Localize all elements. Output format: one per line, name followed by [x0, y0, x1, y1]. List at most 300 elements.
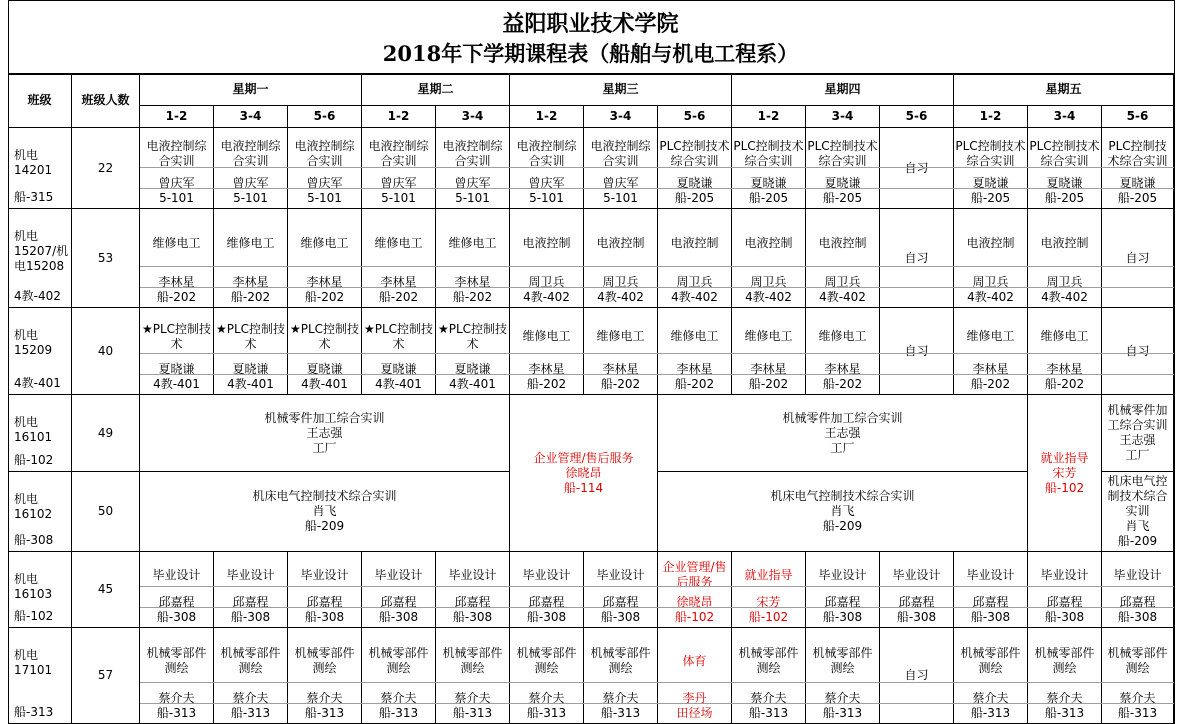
course-cell[interactable]	[510, 552, 584, 628]
course-cell[interactable]	[584, 128, 658, 209]
course-name-wrap	[300, 555, 348, 595]
course-name: ★PLC控制技术	[215, 321, 286, 351]
course-name: 自习	[1125, 250, 1150, 265]
course-cell[interactable]	[140, 128, 214, 209]
row-divider	[140, 266, 1174, 267]
room-name: 4教-402	[671, 290, 718, 304]
course-name-wrap	[1029, 131, 1100, 176]
teacher-name: 徐晓昂	[676, 595, 713, 609]
room-name: 4教-401	[153, 377, 200, 391]
course-name: PLC控制技术综合实训	[659, 138, 730, 168]
day-label: 星期二	[417, 82, 454, 96]
course-name: 自习	[904, 668, 929, 682]
course-name-wrap	[744, 555, 792, 595]
course-name: ★PLC控制技术	[437, 321, 508, 351]
course-cell[interactable]	[806, 209, 880, 308]
merged-line: 企业管理/售后服务	[533, 450, 634, 465]
course-name: 维修电工	[1040, 329, 1089, 343]
course-cell[interactable]	[1028, 128, 1102, 209]
course-name-wrap	[226, 555, 274, 595]
teacher-name: 蔡介夫	[750, 691, 787, 705]
course-name: 机械零部件测绘	[1034, 646, 1095, 675]
header-period	[954, 106, 1028, 128]
course-cell[interactable]	[214, 128, 288, 209]
course-cell[interactable]	[658, 308, 732, 395]
merged-line: 机械零件加工综合实训	[782, 410, 903, 425]
course-cell[interactable]	[1028, 552, 1102, 628]
course-cell[interactable]	[436, 552, 510, 628]
course-cell[interactable]	[954, 628, 1028, 724]
merged-course-16101-mon-tue[interactable]	[140, 395, 510, 472]
course-cell[interactable]	[658, 209, 732, 308]
teacher-name: 邱嘉程	[380, 595, 417, 609]
course-name: 机械零部件测绘	[220, 646, 281, 675]
course-name: 维修电工	[670, 329, 719, 343]
course-cell[interactable]	[214, 209, 288, 308]
course-name-wrap	[215, 311, 286, 362]
merged-line: 船-209	[1117, 534, 1158, 548]
row-divider	[140, 703, 1174, 704]
course-name-wrap	[448, 555, 496, 595]
room-name: 船-102	[748, 610, 789, 624]
room-name: 船-313	[600, 706, 641, 720]
merged-line: 机床电气控制技术综合实训	[1107, 474, 1168, 518]
course-name: 机械零部件测绘	[368, 646, 429, 675]
class-size-cell	[72, 628, 140, 724]
row-divider	[140, 287, 1174, 288]
course-cell[interactable]	[288, 128, 362, 209]
course-cell[interactable]	[214, 308, 288, 395]
course-cell[interactable]	[584, 552, 658, 628]
room-name: 4教-402	[523, 290, 570, 304]
course-cell[interactable]	[880, 308, 954, 395]
header-day	[954, 74, 1174, 106]
course-name-wrap	[289, 311, 360, 362]
course-cell[interactable]	[1028, 308, 1102, 395]
class-size-cell	[72, 552, 140, 628]
course-name: 维修电工	[818, 329, 867, 343]
period-label: 3-4	[609, 109, 632, 123]
room-name: 4教-402	[819, 290, 866, 304]
course-cell[interactable]	[806, 308, 880, 395]
teacher-name: 夏晓谦	[1046, 176, 1083, 190]
course-cell[interactable]	[584, 308, 658, 395]
room-name: 船-202	[970, 377, 1011, 391]
teacher-name: 李丹	[682, 691, 707, 705]
course-cell[interactable]	[658, 628, 732, 724]
course-name-wrap	[141, 311, 212, 362]
room-name: 船-313	[304, 706, 345, 720]
course-name: 维修电工	[300, 236, 349, 250]
course-cell[interactable]	[436, 308, 510, 395]
course-cell[interactable]	[288, 308, 362, 395]
period-label: 1-2	[165, 109, 188, 123]
course-name: 电液控制综合实训	[516, 138, 577, 168]
class-name: 机电15209	[14, 328, 53, 357]
period-label: 5-6	[313, 109, 336, 123]
course-cell[interactable]	[1102, 128, 1174, 209]
course-cell[interactable]	[510, 209, 584, 308]
course-name-wrap	[966, 311, 1014, 362]
header-day	[510, 74, 732, 106]
course-name: 维修电工	[448, 236, 497, 250]
course-name-wrap	[152, 555, 200, 595]
course-cell[interactable]	[1102, 628, 1174, 724]
room-name: 船-313	[822, 706, 863, 720]
course-name: 自习	[904, 160, 929, 175]
course-name: 自习	[1125, 343, 1150, 358]
class-name: 机电17101	[14, 648, 53, 677]
teacher-name: 蔡介夫	[824, 691, 861, 705]
course-name: 机械零部件测绘	[590, 646, 651, 675]
course-cell[interactable]	[288, 628, 362, 724]
course-cell[interactable]	[1102, 552, 1174, 628]
room-name: 4教-401	[449, 377, 496, 391]
merged-line: 宋芳	[1052, 465, 1077, 480]
course-cell[interactable]	[1028, 209, 1102, 308]
class-size: 49	[97, 425, 114, 440]
class-room: 船-102	[14, 609, 54, 623]
class-cell	[8, 308, 72, 395]
course-name: 电液控制综合实训	[146, 138, 207, 168]
teacher-name: 曾庆军	[232, 176, 269, 190]
merged-line: 徐晓昂	[565, 465, 602, 480]
teacher-name: 蔡介夫	[380, 691, 417, 705]
course-cell[interactable]	[806, 628, 880, 724]
room-name: 船-308	[452, 610, 493, 624]
room-name: 5-101	[381, 191, 416, 205]
course-cell[interactable]	[732, 128, 806, 209]
course-name: 毕业设计	[1040, 567, 1089, 582]
room-name: 船-202	[378, 290, 419, 304]
room-name: 船-313	[1044, 706, 1085, 720]
merged-course-16101-fri-56[interactable]	[1102, 395, 1174, 472]
course-cell[interactable]	[510, 128, 584, 209]
course-cell[interactable]	[732, 552, 806, 628]
merged-course-16102-fri-56[interactable]	[1102, 472, 1174, 552]
room-name: 船-313	[452, 706, 493, 720]
period-label: 5-6	[905, 109, 928, 123]
teacher-name: 李林星	[750, 362, 787, 376]
course-name-wrap	[1040, 311, 1088, 362]
course-name-wrap	[1103, 131, 1172, 176]
merged-line: 工厂	[1125, 448, 1150, 462]
course-cell[interactable]	[140, 552, 214, 628]
course-name: 机械零部件测绘	[146, 646, 207, 675]
teacher-name: 夏晓谦	[306, 362, 343, 376]
course-cell[interactable]	[214, 552, 288, 628]
teacher-name: 蔡介夫	[1119, 691, 1156, 705]
course-name-wrap	[522, 555, 570, 595]
course-name: 机械零部件测绘	[294, 646, 355, 675]
room-name: 船-308	[230, 610, 271, 624]
row-divider	[140, 188, 1174, 189]
course-name-wrap	[363, 131, 434, 176]
teacher-name: 周卫兵	[824, 275, 861, 289]
room-name: 5-101	[455, 191, 490, 205]
teacher-name: 邱嘉程	[824, 595, 861, 609]
course-cell[interactable]	[140, 628, 214, 724]
teacher-name: 曾庆军	[602, 176, 639, 190]
course-name-wrap	[670, 311, 718, 362]
teacher-name: 邱嘉程	[898, 595, 935, 609]
header-day	[732, 74, 954, 106]
room-name: 船-313	[1117, 706, 1158, 720]
teacher-name: 蔡介夫	[602, 691, 639, 705]
teacher-name: 邱嘉程	[1046, 595, 1083, 609]
room-name: 田径场	[676, 706, 713, 720]
course-cell[interactable]	[362, 209, 436, 308]
course-cell[interactable]	[732, 308, 806, 395]
course-cell[interactable]	[732, 209, 806, 308]
room-name: 船-308	[1117, 610, 1158, 624]
course-cell[interactable]	[954, 128, 1028, 209]
merged-line: 王志强	[306, 425, 343, 440]
period-label: 3-4	[461, 109, 484, 123]
course-name: 毕业设计	[522, 567, 571, 582]
course-cell[interactable]	[880, 628, 954, 724]
teacher-name: 李林星	[1046, 362, 1083, 376]
course-cell[interactable]	[1102, 308, 1174, 395]
course-name: 企业管理/售后服务	[662, 560, 727, 589]
room-name: 船-308	[378, 610, 419, 624]
row-divider	[140, 607, 1174, 608]
course-name-wrap	[818, 311, 866, 362]
room-name: 船-205	[674, 191, 715, 205]
class-cell	[8, 128, 72, 209]
course-name-wrap	[1040, 555, 1088, 595]
course-cell[interactable]	[362, 628, 436, 724]
class-cell	[8, 552, 72, 628]
teacher-name: 蔡介夫	[972, 691, 1009, 705]
teacher-name: 夏晓谦	[750, 176, 787, 190]
course-cell[interactable]	[140, 209, 214, 308]
merged-course-management[interactable]	[510, 395, 658, 552]
class-room: 船-313	[14, 705, 54, 719]
row-divider	[140, 353, 1174, 354]
course-cell[interactable]	[1028, 628, 1102, 724]
course-name-wrap	[744, 311, 792, 362]
course-name: 毕业设计	[966, 567, 1015, 582]
teacher-name: 李林星	[158, 275, 195, 289]
header-period	[288, 106, 362, 128]
course-cell[interactable]	[658, 552, 732, 628]
course-cell[interactable]	[954, 552, 1028, 628]
class-size: 53	[97, 250, 114, 265]
course-name: ★PLC控制技术	[363, 321, 434, 351]
course-name-wrap	[215, 131, 286, 176]
class-cell	[8, 628, 72, 724]
header-period	[436, 106, 510, 128]
period-label: 1-2	[535, 109, 558, 123]
course-cell[interactable]	[436, 628, 510, 724]
course-cell[interactable]	[510, 308, 584, 395]
merged-line: 船-102	[1044, 480, 1085, 495]
teacher-name: 李林星	[676, 362, 713, 376]
room-name: 船-313	[378, 706, 419, 720]
course-name: 自习	[904, 250, 929, 265]
teacher-name: 蔡介夫	[1046, 691, 1083, 705]
header-period	[584, 106, 658, 128]
header-period	[1028, 106, 1102, 128]
class-size: 50	[97, 504, 114, 518]
course-cell[interactable]	[584, 628, 658, 724]
teacher-name: 李林星	[602, 362, 639, 376]
header-class-label: 班级	[27, 93, 52, 107]
merged-course-16101-wed-fri[interactable]	[658, 395, 1028, 472]
day-label: 星期三	[602, 82, 639, 96]
course-name: ★PLC控制技术	[141, 321, 212, 351]
class-room: 船-102	[14, 453, 54, 467]
course-name: 毕业设计	[596, 567, 645, 582]
course-cell[interactable]	[880, 128, 954, 209]
course-name-wrap	[659, 131, 730, 176]
course-name-wrap	[437, 131, 508, 176]
course-name: 机械零部件测绘	[738, 646, 799, 675]
merged-line: 就业指导	[1040, 450, 1089, 465]
teacher-name: 李林星	[454, 275, 491, 289]
teacher-name: 周卫兵	[676, 275, 713, 289]
room-name: 船-308	[156, 610, 197, 624]
course-cell[interactable]	[288, 552, 362, 628]
header-size	[72, 74, 140, 128]
course-cell[interactable]	[880, 209, 954, 308]
teacher-name: 邱嘉程	[454, 595, 491, 609]
teacher-name: 邱嘉程	[972, 595, 1009, 609]
course-cell[interactable]	[436, 209, 510, 308]
course-cell[interactable]	[658, 128, 732, 209]
header-size-label: 班级人数	[81, 93, 130, 107]
course-name-wrap	[596, 311, 644, 362]
course-cell[interactable]	[140, 308, 214, 395]
class-size-cell	[72, 128, 140, 209]
course-cell[interactable]	[362, 308, 436, 395]
course-cell[interactable]	[732, 628, 806, 724]
course-name: 毕业设计	[152, 567, 201, 582]
teacher-name: 周卫兵	[750, 275, 787, 289]
course-cell[interactable]	[954, 308, 1028, 395]
class-name: 机电15207/机电15208	[14, 229, 69, 273]
room-name: 船-308	[822, 610, 863, 624]
class-size-cell	[72, 308, 140, 395]
header-period	[362, 106, 436, 128]
course-name-wrap	[522, 311, 570, 362]
merged-course-career-guidance[interactable]	[1028, 395, 1102, 552]
room-name: 船-308	[526, 610, 567, 624]
teacher-name: 邱嘉程	[528, 595, 565, 609]
room-name: 船-308	[970, 610, 1011, 624]
teacher-name: 蔡介夫	[232, 691, 269, 705]
room-name: 船-205	[970, 191, 1011, 205]
room-name: 船-202	[1044, 377, 1085, 391]
teacher-name: 曾庆军	[380, 176, 417, 190]
course-cell[interactable]	[1102, 209, 1174, 308]
course-name: 电液控制综合实训	[294, 138, 355, 168]
course-cell[interactable]	[584, 209, 658, 308]
course-cell[interactable]	[806, 552, 880, 628]
room-name: 船-313	[748, 706, 789, 720]
teacher-name: 夏晓谦	[158, 362, 195, 376]
room-name: 船-308	[600, 610, 641, 624]
header-period	[510, 106, 584, 128]
course-cell[interactable]	[288, 209, 362, 308]
course-name: 维修电工	[522, 329, 571, 343]
day-label: 星期五	[1045, 82, 1082, 96]
room-name: 船-202	[526, 377, 567, 391]
course-name: 自习	[904, 343, 929, 358]
course-cell[interactable]	[362, 552, 436, 628]
room-name: 船-205	[1044, 191, 1085, 205]
merged-course-16102-wed-fri[interactable]	[658, 472, 1028, 552]
header-period	[1102, 106, 1174, 128]
course-cell[interactable]	[880, 552, 954, 628]
course-name-wrap	[289, 131, 360, 176]
course-name-wrap	[955, 131, 1026, 176]
teacher-name: 夏晓谦	[232, 362, 269, 376]
class-cell	[8, 209, 72, 308]
header-period	[732, 106, 806, 128]
header-day	[362, 74, 510, 106]
course-cell[interactable]	[362, 128, 436, 209]
teacher-name: 蔡介夫	[454, 691, 491, 705]
course-cell[interactable]	[954, 209, 1028, 308]
teacher-name: 曾庆军	[306, 176, 343, 190]
room-name: 船-205	[1117, 191, 1158, 205]
teacher-name: 周卫兵	[1046, 275, 1083, 289]
teacher-name: 蔡介夫	[528, 691, 565, 705]
course-name: 电液控制	[522, 236, 571, 250]
header-class	[8, 74, 72, 128]
course-cell[interactable]	[806, 128, 880, 209]
timetable-title: 2018年下学期课程表（船舶与机电工程系）	[382, 41, 799, 66]
period-label: 1-2	[979, 109, 1002, 123]
course-name: 电液控制	[596, 236, 645, 250]
class-size-cell	[72, 209, 140, 308]
course-name-wrap	[807, 131, 878, 176]
class-name: 机电16103	[14, 572, 53, 601]
room-name: 船-202	[822, 377, 863, 391]
course-name-wrap	[585, 131, 656, 176]
teacher-name: 曾庆军	[528, 176, 565, 190]
teacher-name: 周卫兵	[528, 275, 565, 289]
row-divider	[140, 374, 1174, 375]
course-cell[interactable]	[214, 628, 288, 724]
course-name: 电液控制	[744, 236, 793, 250]
period-label: 3-4	[831, 109, 854, 123]
room-name: 4教-402	[597, 290, 644, 304]
course-name: 维修电工	[744, 329, 793, 343]
merged-line: 肖飞	[1125, 519, 1150, 533]
class-size-cell	[72, 472, 140, 552]
course-name-wrap	[511, 131, 582, 176]
merged-line: 王志强	[824, 425, 861, 440]
teacher-name: 邱嘉程	[1119, 595, 1156, 609]
class-room: 4教-401	[14, 376, 61, 390]
course-cell[interactable]	[436, 128, 510, 209]
room-name: 4教-402	[967, 290, 1014, 304]
period-label: 5-6	[683, 109, 706, 123]
class-name: 机电16102	[14, 492, 53, 521]
period-label: 5-6	[1126, 109, 1149, 123]
class-size-cell	[72, 395, 140, 472]
merged-course-16102-mon-tue[interactable]	[140, 472, 510, 552]
merged-line: 工厂	[312, 440, 337, 455]
course-cell[interactable]	[510, 628, 584, 724]
room-name: 船-308	[896, 610, 937, 624]
course-name: 维修电工	[374, 236, 423, 250]
merged-line: 肖飞	[312, 504, 337, 518]
merged-line: 机床电气控制技术综合实训	[252, 489, 397, 503]
